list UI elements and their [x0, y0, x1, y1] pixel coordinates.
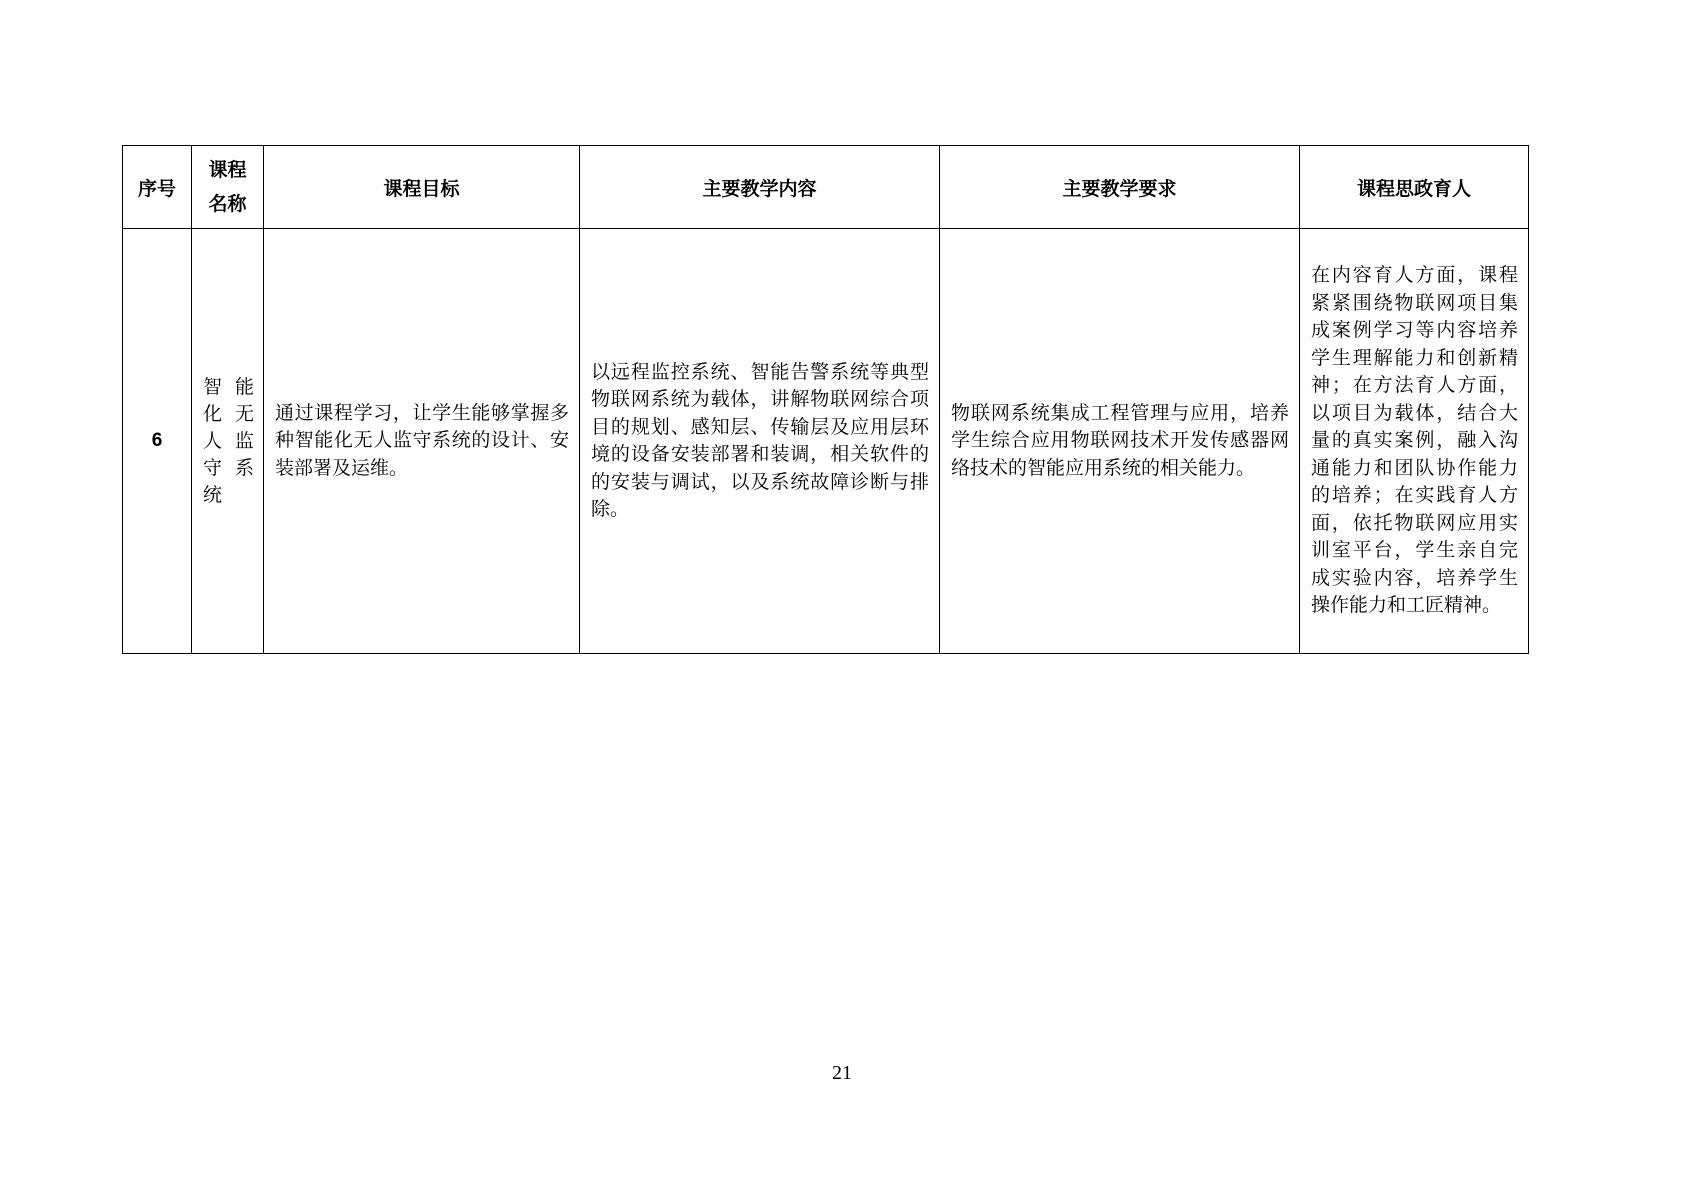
row-ideology: 在内容育人方面，课程紧紧围绕物联网项目集成案例学习等内容培养学生理解能力和创新精神；在方法育人方面，以项目为载体，结合大量的真实案例，融入沟通能力和团队协作能力的培养；在实践育人方面，依托物联网应用实训室平台，学生亲自完成实验内容，培养学生操作能力和工匠精神。 [1300, 229, 1529, 654]
row-requirement: 物联网系统集成工程管理与应用，培养学生综合应用物联网技术开发传感器网络技术的智能应用系统的相关能力。 [940, 229, 1300, 654]
header-content: 主要教学内容 [580, 146, 940, 229]
table-row [123, 229, 1529, 654]
row-index: 6 [123, 229, 192, 654]
course-table [122, 145, 1529, 654]
row-course-name: 智能化无人监守系统 [192, 229, 264, 654]
header-goal: 课程目标 [264, 146, 580, 229]
header-course-name-line2: 名称 [208, 193, 247, 215]
header-course-name [192, 146, 264, 229]
header-course-name-line1: 课程 [208, 159, 247, 181]
header-ideology: 课程思政育人 [1300, 146, 1529, 229]
row-goal: 通过课程学习，让学生能够掌握多种智能化无人监守系统的设计、安装部署及运维。 [264, 229, 580, 654]
header-requirement: 主要教学要求 [940, 146, 1300, 229]
row-content: 以远程监控系统、智能告警系统等典型物联网系统为载体，讲解物联网综合项目的规划、感知层、传输层及应用层环境的设备安装部署和装调，相关软件的的安装与调试，以及系统故障诊断与排除。 [580, 229, 940, 654]
table-header-row [123, 146, 1529, 229]
header-index: 序号 [123, 146, 192, 229]
page-number: 21 [832, 1062, 852, 1084]
